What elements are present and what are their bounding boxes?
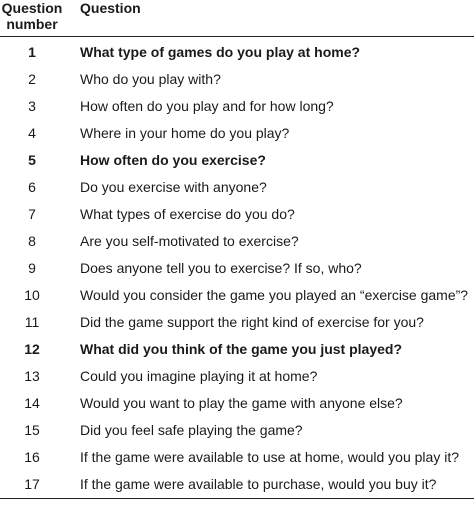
question-number-cell: 5 (28, 152, 36, 168)
table-row (0, 444, 474, 471)
question-text-cell: Did the game support the right kind of exercise for you? (80, 314, 424, 330)
question-text-cell: If the game were available to use at home, would you play it? (80, 449, 459, 465)
question-text-cell: Where in your home do you play? (80, 125, 290, 141)
question-number-cell: 9 (28, 260, 36, 276)
table-row (0, 336, 474, 363)
question-number-cell: 15 (24, 422, 40, 438)
question-text-cell: Who do you play with? (80, 71, 221, 87)
question-number-cell: 14 (24, 395, 40, 411)
question-text-cell: What did you think of the game you just played? (80, 341, 403, 357)
table-row (0, 228, 474, 255)
question-text-cell: How often do you exercise? (80, 152, 266, 168)
table-row (0, 174, 474, 201)
table-row (0, 37, 474, 67)
question-number-cell: 10 (24, 287, 40, 303)
table-row (0, 390, 474, 417)
question-text-cell: How often do you play and for how long? (80, 98, 334, 114)
header-question-number (0, 0, 64, 37)
table-row (0, 417, 474, 444)
table-row (0, 120, 474, 147)
question-number-cell: 4 (28, 125, 36, 141)
question-text-cell: Could you imagine playing it at home? (80, 368, 318, 384)
table-row (0, 309, 474, 336)
table-row (0, 471, 474, 499)
question-text-cell: What types of exercise do you do? (80, 206, 295, 222)
question-text-cell: Did you feel safe playing the game? (80, 422, 303, 438)
header-question: Question (64, 0, 474, 37)
table-row (0, 66, 474, 93)
question-number-cell: 11 (24, 314, 40, 330)
question-text-cell: What type of games do you play at home? (80, 44, 361, 60)
question-number-cell: 13 (24, 368, 40, 384)
question-text-cell: Would you want to play the game with anyone else? (80, 395, 403, 411)
question-number-cell: 8 (28, 233, 36, 249)
question-number-cell: 3 (28, 98, 36, 114)
question-number-cell: 7 (28, 206, 36, 222)
question-text-cell: Would you consider the game you played an “exercise game”? (80, 287, 469, 303)
question-number-cell: 17 (0, 471, 64, 499)
table-header (0, 0, 474, 37)
table-body (0, 37, 474, 499)
header-row (0, 0, 474, 37)
header-question-number-line2: number (6, 16, 58, 32)
question-text-cell: Does anyone tell you to exercise? If so, who? (80, 260, 362, 276)
question-text-cell: Are you self-motivated to exercise? (80, 233, 299, 249)
question-text-cell: If the game were available to purchase, would you buy it? (64, 471, 474, 499)
question-number-cell: 16 (24, 449, 40, 465)
question-number-cell: 2 (28, 71, 36, 87)
table-row (0, 282, 474, 309)
table-row (0, 201, 474, 228)
question-number-cell: 12 (24, 341, 40, 357)
question-number-cell: 6 (28, 179, 36, 195)
table-row (0, 363, 474, 390)
question-text-cell: Do you exercise with anyone? (80, 179, 267, 195)
header-question-number-line1: Question (1, 0, 63, 16)
question-number-cell: 1 (28, 44, 36, 60)
table-row (0, 147, 474, 174)
table-row (0, 93, 474, 120)
table-row (0, 255, 474, 282)
